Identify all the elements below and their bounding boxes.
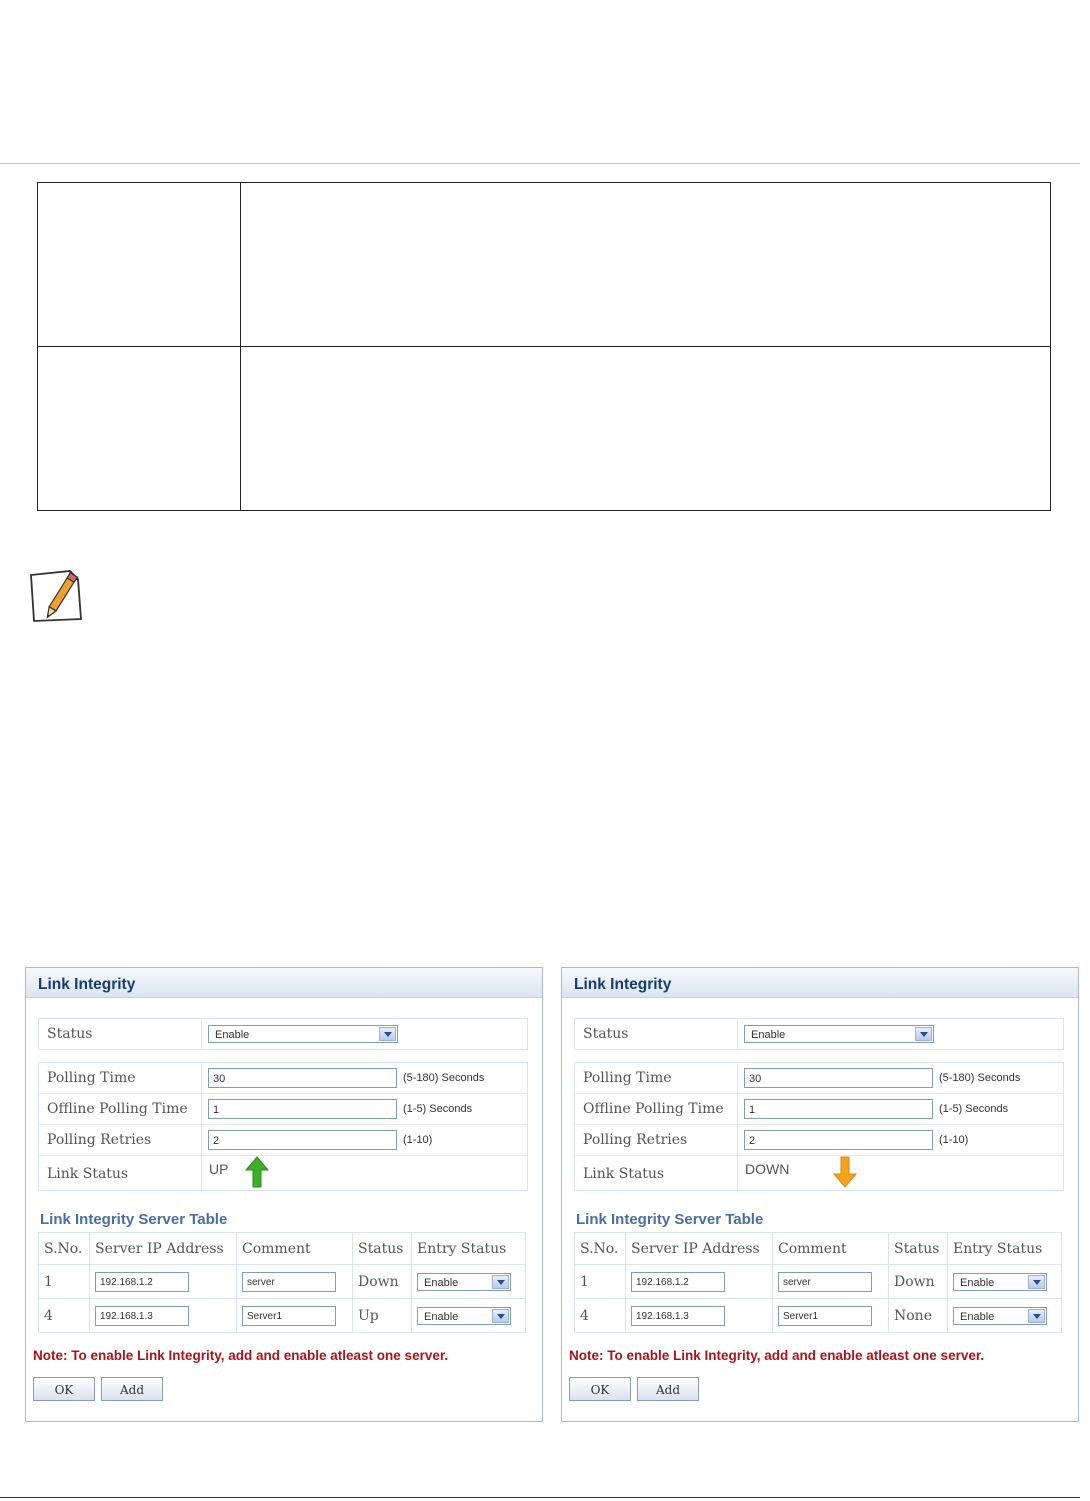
ip-cell: [626, 1265, 773, 1299]
divider: [201, 1063, 202, 1093]
panel-title: Link Integrity: [562, 968, 1078, 998]
comment-input[interactable]: server: [778, 1272, 872, 1292]
link-integrity-panel: [25, 967, 543, 1422]
offline-polling-time-input[interactable]: 1: [208, 1099, 397, 1119]
link-integrity-panel: [561, 967, 1079, 1422]
entry-status-cell: [412, 1299, 526, 1333]
server-ip-input[interactable]: 192.168.1.3: [95, 1306, 189, 1326]
status-select[interactable]: [744, 1025, 934, 1043]
status-label: Status: [47, 1026, 93, 1042]
polling-time-hint: (5-180) Seconds: [939, 1072, 1021, 1084]
footer-rule: [0, 1497, 1080, 1498]
entry-status-select[interactable]: [417, 1307, 511, 1325]
status-label: Status: [583, 1026, 629, 1042]
table-row: [575, 1299, 1062, 1333]
chevron-down-icon[interactable]: [915, 1027, 932, 1041]
divider: [201, 1019, 202, 1049]
document-table-cell: [38, 347, 241, 511]
status-box: [38, 1018, 528, 1050]
chevron-down-icon[interactable]: [1028, 1309, 1045, 1323]
polling-time-label: Polling Time: [583, 1070, 672, 1086]
divider: [737, 1063, 738, 1093]
column-header: Server IP Address: [90, 1233, 237, 1265]
status-select-value: Enable: [751, 1029, 786, 1041]
column-header: S.No.: [39, 1233, 90, 1265]
ok-button[interactable]: OK: [569, 1377, 631, 1401]
divider: [201, 1156, 202, 1190]
column-header: Status: [889, 1233, 948, 1265]
green-up-arrow-icon: [245, 1156, 269, 1188]
document-table-row: [38, 183, 1051, 347]
status-row: [575, 1019, 1063, 1049]
column-header: Comment: [773, 1233, 889, 1265]
entry-status-select[interactable]: [417, 1273, 511, 1291]
divider: [737, 1125, 738, 1155]
column-header: Entry Status: [948, 1233, 1062, 1265]
column-header: Server IP Address: [626, 1233, 773, 1265]
table-row: [39, 1299, 526, 1333]
link-status-row: [39, 1156, 527, 1190]
status-box: [574, 1018, 1064, 1050]
polling-retries-hint: (1-10): [403, 1134, 433, 1146]
comment-input[interactable]: Server1: [778, 1306, 872, 1326]
polling-retries-label: Polling Retries: [47, 1132, 152, 1148]
polling-time-input[interactable]: 30: [208, 1068, 397, 1088]
status-cell: Down: [889, 1265, 948, 1299]
status-select-value: Enable: [215, 1029, 250, 1041]
chevron-down-icon[interactable]: [492, 1275, 509, 1289]
document-table-row: [38, 347, 1051, 511]
entry-status-value: Enable: [424, 1276, 459, 1289]
column-header: Entry Status: [412, 1233, 526, 1265]
add-button[interactable]: Add: [101, 1377, 163, 1401]
sno-cell: 1: [39, 1265, 90, 1299]
polling-box: [574, 1062, 1064, 1191]
table-header-row: [575, 1233, 1062, 1265]
note-text: Note: To enable Link Integrity, add and enable atleast one server.: [33, 1348, 449, 1363]
entry-status-value: Enable: [960, 1310, 995, 1323]
offline-polling-time-row: [39, 1094, 527, 1125]
server-ip-input[interactable]: 192.168.1.2: [95, 1272, 189, 1292]
sno-cell: 4: [39, 1299, 90, 1333]
link-status-label: Link Status: [583, 1166, 665, 1182]
divider: [737, 1156, 738, 1190]
ok-button[interactable]: OK: [33, 1377, 95, 1401]
ip-cell: [626, 1299, 773, 1333]
sno-cell: 1: [575, 1265, 626, 1299]
polling-time-hint: (5-180) Seconds: [403, 1072, 485, 1084]
status-cell: Up: [353, 1299, 412, 1333]
column-header: Status: [353, 1233, 412, 1265]
polling-box: [38, 1062, 528, 1191]
chevron-down-icon[interactable]: [492, 1309, 509, 1323]
note-text: Note: To enable Link Integrity, add and enable atleast one server.: [569, 1348, 985, 1363]
document-table-cell: [38, 183, 241, 347]
entry-status-cell: [948, 1265, 1062, 1299]
offline-polling-time-hint: (1-5) Seconds: [403, 1103, 473, 1115]
comment-cell: [773, 1299, 889, 1333]
server-ip-input[interactable]: 192.168.1.2: [631, 1272, 725, 1292]
panel-title: Link Integrity: [26, 968, 542, 998]
header-rule: [0, 163, 1080, 164]
document-table-cell: [241, 183, 1051, 347]
offline-polling-time-label: Offline Polling Time: [47, 1101, 188, 1117]
comment-cell: [237, 1299, 353, 1333]
entry-status-select[interactable]: [953, 1273, 1047, 1291]
offline-polling-time-input[interactable]: 1: [744, 1099, 933, 1119]
polling-time-row: [39, 1063, 527, 1094]
server-table: [574, 1232, 1062, 1333]
link-status-label: Link Status: [47, 1166, 129, 1182]
offline-polling-time-label: Offline Polling Time: [583, 1101, 724, 1117]
document-table: [37, 182, 1051, 511]
entry-status-cell: [948, 1299, 1062, 1333]
divider: [737, 1094, 738, 1124]
link-status-value: UP: [209, 1161, 229, 1177]
table-header-row: [39, 1233, 526, 1265]
status-cell: Down: [353, 1265, 412, 1299]
server-table-title: Link Integrity Server Table: [576, 1211, 764, 1228]
polling-retries-label: Polling Retries: [583, 1132, 688, 1148]
chevron-down-icon[interactable]: [379, 1027, 396, 1041]
add-button[interactable]: Add: [637, 1377, 699, 1401]
server-ip-input[interactable]: 192.168.1.3: [631, 1306, 725, 1326]
comment-input[interactable]: Server1: [242, 1306, 336, 1326]
offline-polling-time-hint: (1-5) Seconds: [939, 1103, 1009, 1115]
divider: [201, 1125, 202, 1155]
server-table-title: Link Integrity Server Table: [40, 1211, 228, 1228]
ip-cell: [90, 1265, 237, 1299]
polling-time-input[interactable]: 30: [744, 1068, 933, 1088]
status-row: [39, 1019, 527, 1049]
polling-time-label: Polling Time: [47, 1070, 136, 1086]
polling-retries-row: [575, 1125, 1063, 1156]
polling-retries-hint: (1-10): [939, 1134, 969, 1146]
comment-cell: [773, 1265, 889, 1299]
orange-down-arrow-icon: [833, 1156, 857, 1188]
status-select[interactable]: [208, 1025, 398, 1043]
server-table: [38, 1232, 526, 1333]
polling-retries-input[interactable]: 2: [744, 1130, 933, 1150]
comment-cell: [237, 1265, 353, 1299]
entry-status-value: Enable: [424, 1310, 459, 1323]
offline-polling-time-row: [575, 1094, 1063, 1125]
column-header: Comment: [237, 1233, 353, 1265]
divider: [737, 1019, 738, 1049]
polling-retries-input[interactable]: 2: [208, 1130, 397, 1150]
divider: [201, 1094, 202, 1124]
entry-status-select[interactable]: [953, 1307, 1047, 1325]
ip-cell: [90, 1299, 237, 1333]
link-status-row: [575, 1156, 1063, 1190]
entry-status-cell: [412, 1265, 526, 1299]
table-row: [39, 1265, 526, 1299]
sno-cell: 4: [575, 1299, 626, 1333]
polling-retries-row: [39, 1125, 527, 1156]
polling-time-row: [575, 1063, 1063, 1094]
status-cell: None: [889, 1299, 948, 1333]
document-table-cell: [241, 347, 1051, 511]
comment-input[interactable]: server: [242, 1272, 336, 1292]
table-row: [575, 1265, 1062, 1299]
link-status-value: DOWN: [745, 1161, 790, 1177]
note-pencil-icon: [26, 563, 86, 625]
column-header: S.No.: [575, 1233, 626, 1265]
chevron-down-icon[interactable]: [1028, 1275, 1045, 1289]
entry-status-value: Enable: [960, 1276, 995, 1289]
